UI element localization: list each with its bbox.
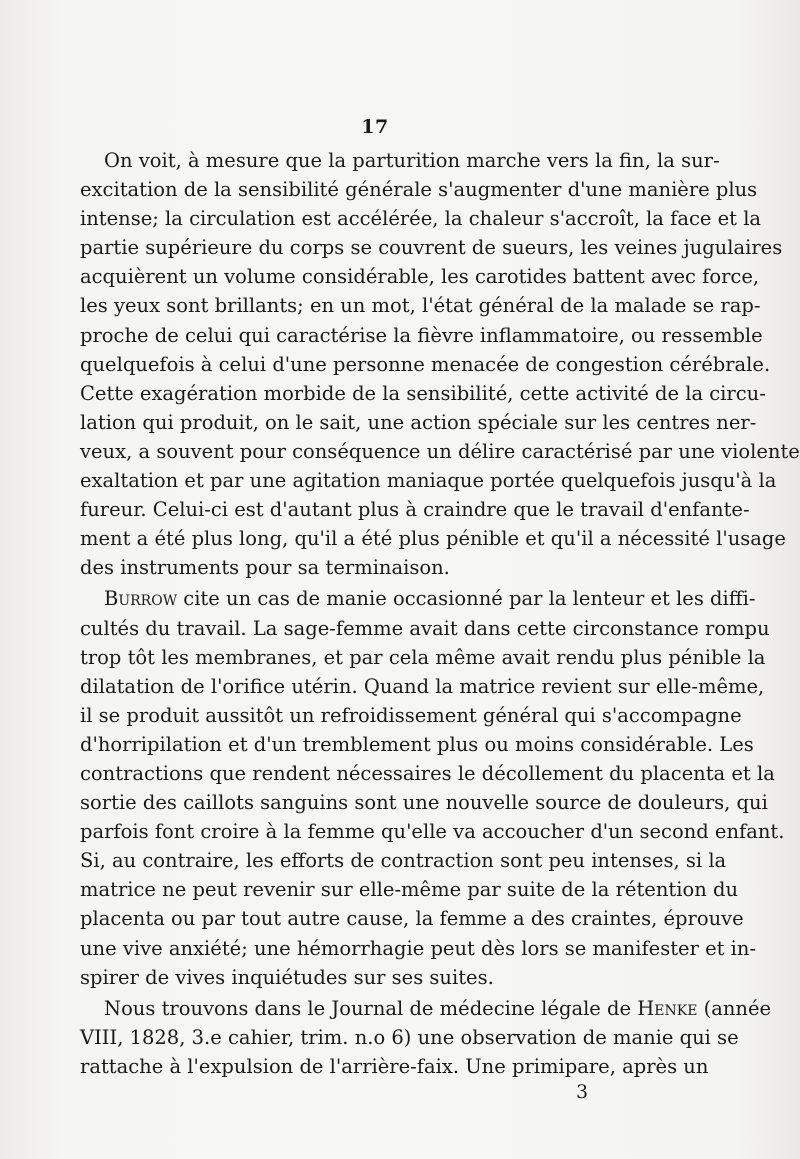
text-line: il se produit aussitôt un refroidissement général qui s'accompagne bbox=[80, 703, 742, 727]
text-fragment: cite un cas de manie occasionné par la lenteur et les diffi- bbox=[177, 587, 756, 611]
signature-mark: 3 bbox=[576, 1081, 589, 1103]
paragraph-1 bbox=[80, 146, 800, 582]
text-line: les yeux sont brillants; en un mot, l'état général de la malade se rap- bbox=[80, 294, 761, 318]
text-line: contractions que rendent nécessaires le décollement du placenta et la bbox=[80, 761, 775, 785]
text-line: trop tôt les membranes, et par cela même avait rendu plus pénible la bbox=[80, 645, 766, 669]
text-line: matrice ne peut revenir sur elle-même par suite de la rétention du bbox=[80, 878, 739, 902]
text-line: ment a été plus long, qu'il a été plus pénible et qu'il a nécessité l'usage bbox=[80, 527, 786, 551]
author-name: Burrow bbox=[104, 587, 178, 611]
text-line: lation qui produit, on le sait, une action spéciale sur les centres ner- bbox=[80, 410, 757, 434]
text-line: exaltation et par une agitation maniaque portée quelquefois jusqu'à la bbox=[80, 469, 777, 493]
text-line: cultés du travail. La sage-femme avait dans cette circonstance rompu bbox=[80, 616, 770, 640]
text-line: partie supérieure du corps se couvrent de sueurs, les veines jugulaires bbox=[80, 236, 783, 260]
paragraph-2 bbox=[80, 584, 785, 991]
text-line bbox=[80, 994, 772, 1023]
text-line: quelquefois à celui d'une personne menacée de congestion cérébrale. bbox=[80, 352, 771, 376]
paragraph-3 bbox=[80, 994, 772, 1081]
text-line bbox=[80, 584, 756, 613]
text-line: veux, a souvent pour conséquence un délire caractérisé par une violente bbox=[80, 439, 800, 463]
text-line: On voit, à mesure que la parturition marche vers la fin, la sur- bbox=[104, 149, 720, 172]
text-line: sortie des caillots sanguins sont une nouvelle source de douleurs, qui bbox=[80, 791, 768, 815]
text-fragment: Nous trouvons dans le Journal de médecine légale de bbox=[104, 996, 638, 1020]
text-line: intense; la circulation est accélérée, la chaleur s'accroît, la face et la bbox=[80, 207, 762, 231]
body-text bbox=[80, 146, 800, 1081]
text-line: excitation de la sensibilité générale s'augmenter d'une manière plus bbox=[80, 178, 758, 202]
text-fragment: (année bbox=[697, 996, 772, 1020]
text-line: une vive anxiété; une hémorrhagie peut dès lors se manifester et in- bbox=[80, 936, 757, 960]
text-line: VIII, 1828, 3.e cahier, trim. n.o 6) une observation de manie qui se bbox=[80, 1025, 739, 1049]
text-line: d'horripilation et d'un tremblement plus ou moins considérable. Les bbox=[80, 732, 754, 756]
text-line: Si, au contraire, les efforts de contraction sont peu intenses, si la bbox=[80, 849, 727, 873]
text-line: Cette exagération morbide de la sensibilité, cette activité de la circu- bbox=[80, 381, 766, 405]
text-line: rattache à l'expulsion de l'arrière-faix. Une primipare, après un bbox=[80, 1054, 709, 1078]
text-line: fureur. Celui-ci est d'autant plus à craindre que le travail d'enfante- bbox=[80, 498, 750, 522]
text-line: placenta ou par tout autre cause, la femme a des craintes, éprouve bbox=[80, 907, 744, 931]
text-line: des instruments pour sa terminaison. bbox=[80, 556, 450, 580]
text-line: dilatation de l'orifice utérin. Quand la matrice revient sur elle-même, bbox=[80, 674, 765, 698]
author-name: Henke bbox=[637, 996, 698, 1020]
text-line: proche de celui qui caractérise la fièvre inflammatoire, ou ressemble bbox=[80, 323, 763, 347]
text-line: acquièrent un volume considérable, les carotides battent avec force, bbox=[80, 265, 760, 289]
text-line: spirer de vives inquiétudes sur ses suites. bbox=[80, 965, 494, 989]
page-number: 17 bbox=[361, 116, 389, 138]
text-line: parfois font croire à la femme qu'elle va accoucher d'un second enfant. bbox=[80, 820, 785, 844]
